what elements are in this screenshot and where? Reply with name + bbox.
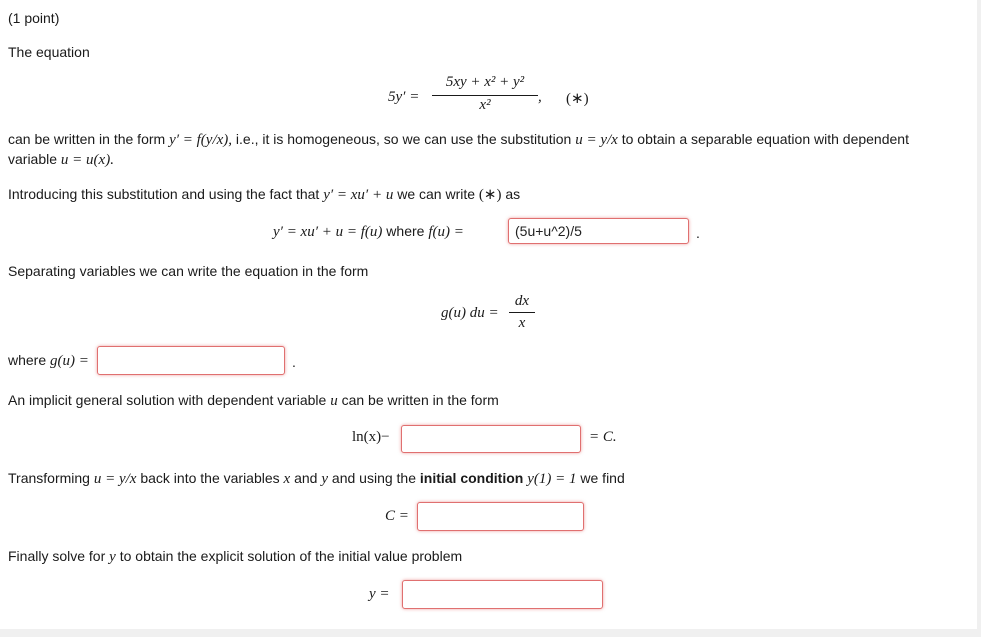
fraction-bar	[432, 95, 538, 96]
implicit-rhs: = C.	[589, 429, 617, 445]
implicit-text	[8, 392, 499, 410]
math-fragment: y′ = xu′ + u	[323, 187, 394, 203]
text-fragment: i.e., it is homogeneous, so we can use the substitution	[235, 131, 572, 147]
f-u-answer-input[interactable]	[508, 218, 689, 244]
points-label: (1 point)	[8, 10, 60, 26]
math-fragment: u	[330, 393, 338, 409]
substitution-line	[8, 185, 520, 204]
text-fragment: and using the	[331, 470, 416, 486]
text-fragment: Finally solve for	[8, 548, 106, 564]
text-fragment: can be written in the form	[341, 392, 499, 408]
text-fragment: and	[294, 470, 318, 486]
homogeneous-line-2	[8, 151, 114, 169]
text-fragment: to obtain a separable equation with dependent	[621, 131, 909, 147]
equation-comma: ,	[538, 89, 542, 105]
y-label: y =	[369, 586, 390, 602]
separated-lhs: g(u) du =	[441, 305, 499, 321]
equation-lhs: 5y′ =	[388, 89, 420, 105]
c-label: C =	[385, 508, 409, 524]
text-fragment: we can write	[397, 186, 476, 202]
math-fragment: x	[283, 471, 291, 487]
math-fragment: y	[109, 549, 116, 565]
dx-over-x-fraction	[509, 293, 535, 337]
math-fragment: g(u) =	[50, 353, 89, 369]
bold-text: initial condition	[419, 470, 524, 486]
text-fragment: can be written in the form	[8, 131, 166, 147]
math-fragment: u = y/x	[575, 132, 618, 148]
final-text	[8, 548, 462, 566]
separating-text: Separating variables we can write the equation in the form	[8, 263, 369, 279]
math-fragment: y′ = f(y/x),	[169, 132, 233, 148]
fraction-bar	[509, 312, 535, 313]
text-fragment: Transforming	[8, 470, 90, 486]
math-fragment: u = y/x	[93, 471, 137, 487]
text-fragment: to obtain the explicit solution of the initial value problem	[119, 548, 463, 564]
text-fragment: we find	[580, 470, 625, 486]
math-fragment: y′ = xu′ + u = f(u)	[273, 224, 383, 240]
g-u-answer-input[interactable]	[97, 346, 285, 375]
right-gutter	[977, 0, 981, 637]
math-fragment: (∗)	[478, 187, 502, 203]
transform-text	[8, 470, 625, 488]
equation-denominator: x²	[479, 97, 491, 113]
equation-tag: (∗)	[566, 91, 589, 107]
implicit-lhs: ln(x)−	[352, 429, 390, 445]
c-answer-input[interactable]	[417, 502, 584, 531]
fraction-numerator: dx	[514, 293, 530, 309]
text-fragment: back into the variables	[140, 470, 280, 486]
homogeneous-line-1	[8, 131, 909, 149]
y-answer-input[interactable]	[402, 580, 603, 609]
math-fragment: y	[321, 471, 329, 487]
implicit-answer-input[interactable]	[401, 425, 581, 453]
intro-text: The equation	[8, 44, 90, 60]
math-fragment: u = u(x).	[60, 152, 114, 168]
equation-fraction	[432, 74, 538, 120]
equation-numerator: 5xy + x² + y²	[445, 74, 525, 90]
math-fragment: f(u) =	[428, 224, 464, 240]
bottom-strip	[0, 629, 977, 637]
text-fragment: An implicit general solution with dependent variable	[8, 392, 327, 408]
text-fragment: where	[386, 223, 425, 239]
text-fragment: variable	[8, 151, 58, 167]
g-line	[8, 352, 89, 370]
f-line	[273, 223, 464, 241]
f-line-period: .	[696, 225, 700, 241]
math-fragment: y(1) = 1	[527, 471, 577, 487]
g-line-period: .	[292, 354, 296, 370]
text-fragment: as	[505, 186, 521, 202]
text-fragment: Introducing this substitution and using the fact that	[8, 186, 320, 202]
fraction-denominator: x	[518, 315, 526, 331]
text-fragment: where	[8, 352, 47, 368]
